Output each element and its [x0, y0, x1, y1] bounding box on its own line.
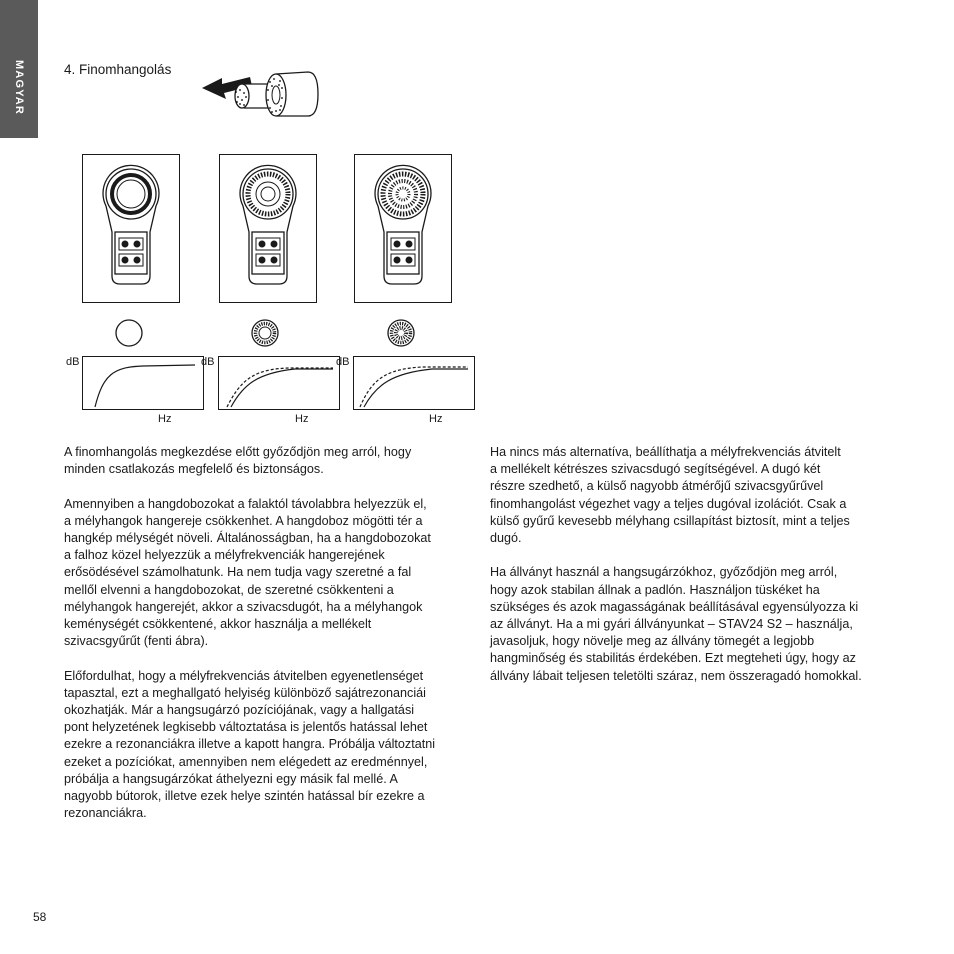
paragraph: Előfordulhat, hogy a mélyfrekvenciás átvitelben egyenetlenséget tapasztal, ezt a meghallgató helyiség különböző sajátrezonanciái okozhatják. Már a hangsugárzó pozíciójának, vagy a hallgatási pont helyzetének legkisebb változtatása is jelentős hatással lehet ezekre a rezonanciákra illetve a kapott hangra. Próbálja változtatni ezeket a pozíciókat, amennyiben nem elégedett az eredménnyel, próbálja a hangsugárzókat áthelyezni egy másik fal mellé. A nagyobb bútorok, illetve ezek helye szintén hatással bír ezekre a rezonanciákra. [64, 668, 436, 821]
response-graph-plug [353, 356, 475, 410]
foam-plug-illustration [196, 66, 322, 124]
graph-hz-label: Hz [429, 413, 443, 425]
graph-db-label: dB [336, 356, 350, 368]
paragraph: Amennyiben a hangdobozokat a falaktól távolabbra helyezzük el, a mélyhangok hangereje csökkenhet. A hangdoboz mögötti tér a hangkép mélységét növeli. Általánosságban, ha a hangdobozokat a falhoz közel helyezzük a mélyfrekvenciák hangerejének erősödésével számolhatunk. Ha nem tudja vagy szeretné a fal mellől elvenni a hangdobozokat, de szeretné csökkenteni a mélyhangok hangerejét, akkor a szivacsdugót, ha a mélyhangok keménységét csökkentené, akkor használja a mellékelt szivacsgyűrűt (fenti ábra). [64, 496, 431, 649]
graph-hz-label: Hz [295, 413, 309, 425]
port-ring-symbol [250, 318, 280, 348]
speaker-back-open [82, 154, 180, 303]
graph-hz-label: Hz [158, 413, 172, 425]
paragraph: A finomhangolás megkezdése előtt győződjön meg arról, hogy minden csatlakozás megfelelő és biztonságos. [64, 445, 412, 477]
left-text-column [64, 444, 466, 840]
response-graph-open [82, 356, 204, 410]
right-text-column [490, 444, 892, 702]
language-tab [0, 0, 38, 138]
page-number: 58 [33, 910, 47, 924]
paragraph: Ha nincs más alternatíva, beállíthatja a mélyfrekvenciás átvitelt a mellékelt kétrészes szivacsdugó segítségével. A dugó két részre szedhető, a külső nagyobb átmérőjű szivacsgyűrűvel finomhangolást végezhet vagy a teljes dugóval izolációt. Csak a külső gyűrű kevesebb mélyhang csillapítást biztosít, mint a teljes dugó. [490, 445, 850, 546]
speaker-back-ring [219, 154, 317, 303]
graph-db-label: dB [201, 356, 215, 368]
paragraph: Ha állványt használ a hangsugárzókhoz, győződjön meg arról, hogy azok stabilan állnak a padlón. Használjon tüskéket ha szükséges és azok magasságának beállításával egyensúlyozza ki az állványt. Ha a mi gyári állványunkat – STAV24 S2 – használja, javasoljuk, hogy növelje meg az állvány tömegét a legjobb hangminőség és stabilitás érdekében. Ezt megteheti úgy, hogy az állvány lábait teljesen teletölti száraz, nem összeragadó homokkal. [490, 565, 862, 683]
port-open-symbol [114, 318, 144, 348]
language-tab-label: MAGYAR [13, 60, 25, 116]
section-heading: 4. Finomhangolás [64, 62, 172, 77]
port-plug-symbol [386, 318, 416, 348]
speaker-back-plug [354, 154, 452, 303]
graph-db-label: dB [66, 356, 80, 368]
response-graph-ring [218, 356, 340, 410]
